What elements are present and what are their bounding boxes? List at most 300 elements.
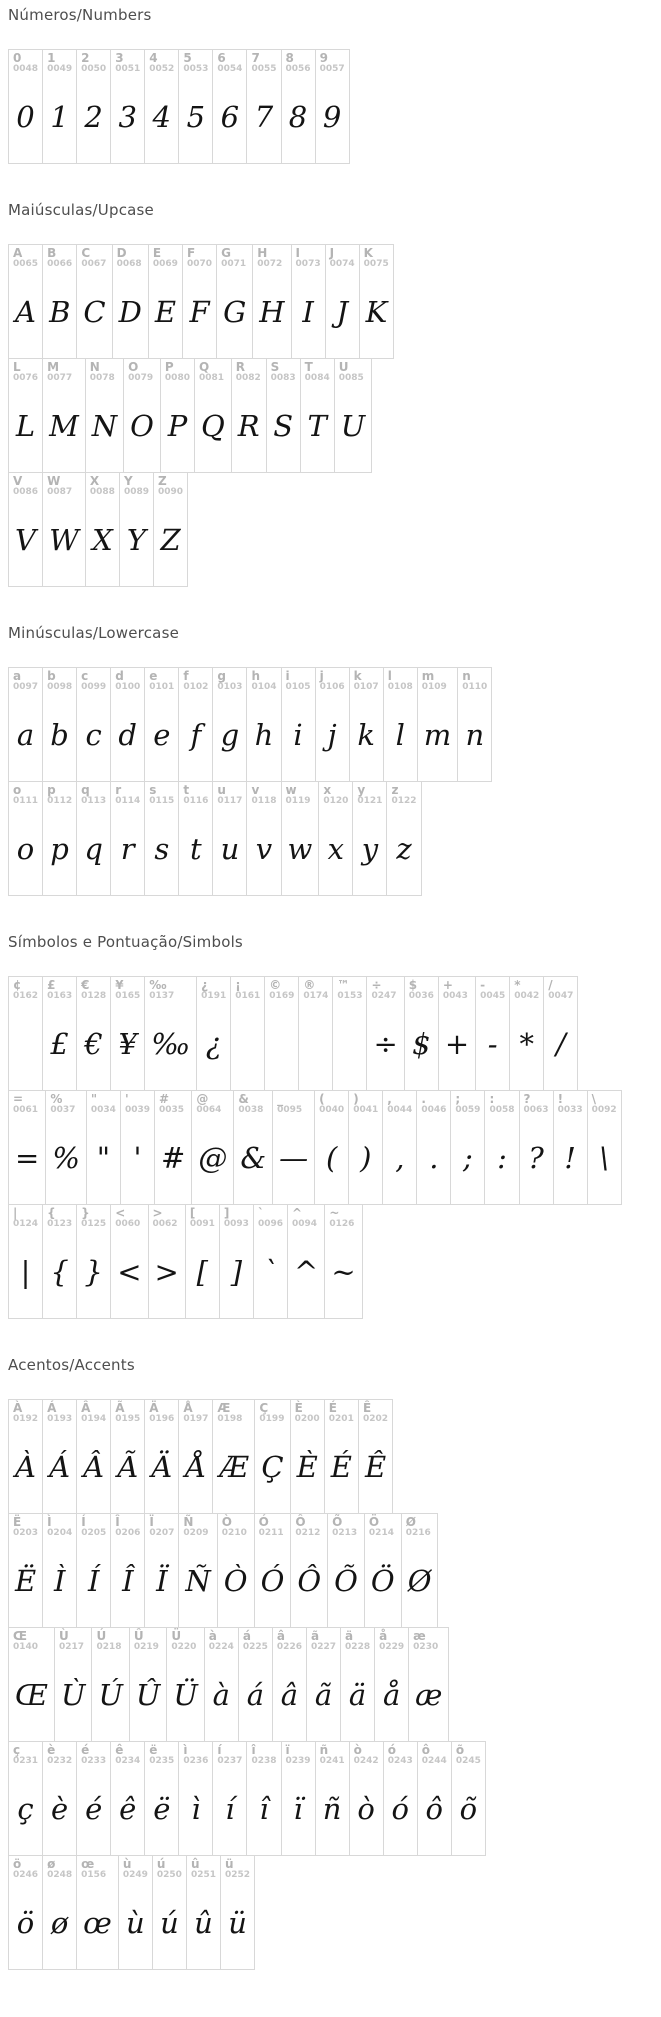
char-cell [281,49,316,164]
char-cell [76,1513,111,1628]
char-cell [166,1627,204,1742]
cell-code-label: 0128 [81,990,107,1001]
char-cell [306,1627,341,1742]
char-cell-header [183,1744,208,1766]
char-cell [42,1399,77,1514]
cell-character-label: < [115,1206,126,1220]
char-cell [519,1090,554,1205]
char-cell-header [311,1630,336,1652]
char-cell-header [277,1093,310,1115]
char-cell [386,781,421,896]
char-cell-header [489,1093,514,1115]
cell-glyph: Ã [117,1449,139,1484]
char-cell [324,1399,359,1514]
char-cell-header [157,1858,182,1880]
cell-glyph: Ï [156,1563,168,1598]
cell-code-label: 0217 [58,1641,85,1652]
cell-glyph: o [16,831,35,866]
cell-glyph: N [91,408,118,443]
cell-character-label: { [47,1206,56,1220]
cell-glyph: y [361,831,379,866]
cell-character-label: ó [387,1743,396,1757]
char-cell [457,667,492,782]
cell-character-label: Œ [13,1629,28,1643]
cell-glyph: ò [357,1791,375,1826]
cell-code-label: 0083 [270,372,296,383]
cell-code-label: 0076 [13,372,39,383]
cell-glyph: ú [160,1905,179,1940]
cell-character-label: N [89,360,100,374]
cell-glyph: % [52,1140,80,1175]
cell-code-label: 0125 [81,1218,107,1229]
cell-character-label: c [81,669,89,683]
cell-code-label: 0092 [591,1104,617,1115]
cell-character-label: 9 [319,51,328,65]
cell-character-label: ë [149,1743,158,1757]
cell-code-label: 0124 [13,1218,39,1229]
char-cell [178,1399,213,1514]
cell-character-label: 3 [115,51,124,65]
char-cell-header [149,1744,174,1766]
cell-glyph: à [212,1677,230,1712]
cell-character-label: + [442,978,453,992]
cell-character-label: ü [225,1857,234,1871]
char-cell [8,781,43,896]
cell-code-label: 0214 [368,1527,394,1538]
cell-glyph: Î [122,1563,134,1598]
char-cell-header [558,1093,583,1115]
char-cell [509,976,544,1091]
cell-glyph: Å [185,1449,207,1484]
cell-character-label: O [128,360,139,374]
cell-character-label: > [152,1206,163,1220]
char-cell-header [409,979,434,1001]
cell-code-label: 0238 [251,1755,277,1766]
cell-character-label: \ [591,1092,597,1106]
cell-code-label: 0085 [338,372,364,383]
cell-glyph: ü [228,1905,247,1940]
cell-code-label: 0229 [379,1641,405,1652]
cell-glyph: u [220,831,240,866]
cell-code-label: 0110 [462,681,488,692]
char-cell [123,358,161,473]
cell-glyph: v [255,831,273,866]
cell-character-label: À [13,1401,23,1415]
cell-glyph: Ñ [185,1563,211,1598]
cell-code-label: 0077 [47,372,73,383]
cell-code-label: 0107 [353,681,379,692]
char-cell [348,1090,383,1205]
char-cell-header [238,1093,268,1115]
cell-glyph: 6 [220,99,240,134]
cell-code-label: 0219 [133,1641,159,1652]
char-cell [254,1513,292,1628]
char-cell [178,49,213,164]
cell-glyph: Õ [334,1563,358,1598]
char-cell-header [149,1516,174,1538]
cell-code-label: 0218 [96,1641,122,1652]
cell-character-label: ® [303,978,316,992]
char-cell-header [259,1402,285,1424]
cell-character-label: Æ [217,1401,231,1415]
cell-character-label: ™ [337,978,350,992]
cell-code-label: 0112 [47,795,73,806]
char-cell-header [329,1402,354,1424]
char-cell [110,976,145,1091]
cell-code-label: 0055 [251,63,277,74]
cell-glyph: Œ [15,1677,48,1712]
char-cell-header [13,784,38,806]
cell-glyph: J [336,294,348,329]
char-cell [216,244,253,359]
cell-code-label: 0094 [292,1218,318,1229]
char-cell [416,1090,451,1205]
char-cell [219,1204,254,1319]
char-cell [110,1513,145,1628]
cell-glyph: ç [17,1791,34,1826]
cell-character-label: ; [455,1092,461,1106]
char-cell-header [13,247,38,269]
cell-character-label: å [379,1629,388,1643]
cell-glyph: p [50,831,69,866]
cell-character-label: Q [198,360,210,374]
char-cell [417,1741,452,1856]
char-cell [364,1513,402,1628]
cell-character-label: G [221,246,231,260]
cell-character-label: Ù [58,1629,69,1643]
cell-glyph: 3 [118,99,137,134]
cell-code-label: 0087 [47,486,73,497]
cell-glyph: B [49,294,71,329]
char-cell-header [90,475,115,497]
char-cell-header [47,784,72,806]
cell-glyph: A [15,294,36,329]
char-cell [76,1741,111,1856]
char-cell-header [134,1630,162,1652]
char-cell [484,1090,519,1205]
char-cell [553,1090,588,1205]
char-cell-header [422,670,454,692]
char-cell-header [125,1093,150,1115]
char-cell-header [329,1207,357,1229]
cell-character-label: Í [81,1515,86,1529]
char-cell [334,358,372,473]
cell-code-label: 0174 [303,990,329,1001]
cell-glyph: û [194,1905,213,1940]
char-cell [91,1627,129,1742]
cell-character-label: z [391,783,399,797]
cell-code-label: 0233 [81,1755,107,1766]
cell-glyph: | [20,1254,31,1289]
charmap-section-uppercase [8,201,653,586]
cell-character-label: ã [310,1629,320,1643]
cell-code-label: 0058 [489,1104,515,1115]
cell-character-label: ¢ [13,978,22,992]
cell-code-label: 0069 [152,258,178,269]
char-cell-header [332,1516,360,1538]
char-cell-header [183,52,208,74]
cell-code-label: 0242 [353,1755,379,1766]
cell-character-label: 2 [81,51,90,65]
cell-glyph: Ü [173,1677,198,1712]
cell-character-label: @ [196,1092,209,1106]
cell-glyph: w [287,831,313,866]
cell-character-label: : [489,1092,495,1106]
char-cell-header [81,1744,106,1766]
char-cell [42,244,77,359]
cell-glyph: 4 [152,99,171,134]
char-cell [178,1741,213,1856]
cell-code-label: 0072 [257,258,283,269]
cell-code-label: 0034 [90,1104,116,1115]
char-cell-header [59,1630,87,1652]
cell-character-label: _ [277,1092,284,1106]
cell-code-label: 0115 [149,795,175,806]
cell-code-label: 0163 [47,990,73,1001]
cell-code-label: 0204 [47,1527,73,1538]
char-cell [300,358,335,473]
cell-character-label: Ú [96,1629,107,1643]
cell-character-label: Z [158,474,167,488]
cell-glyph: Y [126,522,147,557]
cell-code-label: 0230 [413,1641,439,1652]
char-cell [112,244,149,359]
char-cell-header [123,1858,148,1880]
cell-code-label: 0220 [171,1641,197,1652]
cell-code-label: 0122 [391,795,417,806]
charmap-row [8,1090,653,1204]
cell-glyph: # [161,1140,186,1175]
cell-code-label: 0200 [294,1413,320,1424]
char-cell-header [81,1858,114,1880]
charmap-row [8,1399,653,1513]
char-cell [120,1090,155,1205]
char-cell-header [286,52,311,74]
cell-glyph: t [190,831,202,866]
char-cell-header [251,1744,276,1766]
cell-code-label: 0195 [115,1413,141,1424]
char-cell [8,49,43,164]
char-cell [417,667,459,782]
char-cell [212,1741,247,1856]
char-cell [266,358,301,473]
char-cell [281,781,320,896]
cell-code-label: 0059 [455,1104,481,1115]
char-cell [85,472,120,587]
char-cell-header [96,1630,124,1652]
section-title: Minúsculas/Lowercase [8,624,180,642]
cell-code-label: 0042 [514,990,540,1001]
char-cell-header [187,247,212,269]
cell-character-label: n [462,669,471,683]
char-cell [332,976,367,1091]
cell-glyph: ! [564,1140,576,1175]
cell-code-label: 0066 [47,258,73,269]
cell-character-label: t [183,783,190,797]
char-cell-header [251,670,276,692]
char-cell-header [13,1630,50,1652]
cell-character-label: E [152,246,162,260]
cell-code-label: 0231 [13,1755,39,1766]
charmap-row [8,781,653,895]
cell-code-label: 0111 [13,795,39,806]
char-cell [8,1513,43,1628]
char-cell [204,1627,239,1742]
char-cell-header [217,1744,242,1766]
cell-character-label: # [159,1092,170,1106]
cell-glyph: d [118,717,137,752]
char-cell-header [480,979,505,1001]
char-cell [231,358,267,473]
char-cell-header [387,1093,412,1115]
cell-code-label: 0202 [362,1413,389,1424]
cell-code-label: 0073 [295,258,321,269]
char-cell-header [124,475,149,497]
char-cell-header [413,1630,444,1652]
char-cell-header [369,1516,397,1538]
char-cell [144,781,179,896]
char-cell [152,1855,187,1970]
charmap-grid [8,49,653,163]
cell-code-label: 0156 [81,1869,107,1880]
char-cell-header [371,979,399,1001]
cell-code-label: 0080 [164,372,190,383]
cell-glyph: - [487,1026,498,1061]
cell-glyph: P [167,408,188,443]
cell-glyph: z [396,831,412,866]
cell-glyph: ; [463,1140,473,1175]
char-cell-header [221,247,248,269]
char-cell [401,1513,439,1628]
char-cell-header [115,1516,140,1538]
char-cell [191,1090,234,1205]
char-cell-header [13,1207,38,1229]
cell-code-label: 0252 [225,1869,251,1880]
cell-glyph: H [259,294,285,329]
char-cell-header [191,1858,216,1880]
cell-glyph: € [84,1026,103,1061]
charmap-row [8,1627,653,1741]
cell-glyph: í [225,1791,235,1826]
char-cell-header [354,670,379,692]
char-cell [76,1399,111,1514]
char-cell-header [455,1093,480,1115]
cell-glyph: À [15,1449,36,1484]
cell-glyph: Á [49,1449,71,1484]
cell-character-label: X [89,474,100,488]
cell-glyph: £ [50,1026,69,1061]
cell-character-label: à [208,1629,217,1643]
char-cell-header [236,361,262,383]
char-cell [86,1090,121,1205]
char-cell-header [47,1744,72,1766]
cell-code-label: 0225 [242,1641,268,1652]
char-cell [450,1090,485,1205]
cell-code-label: 0237 [217,1755,243,1766]
cell-glyph: Ä [151,1449,173,1484]
char-cell [42,49,77,164]
cell-character-label: f [183,669,189,683]
cell-character-label: Â [81,1401,91,1415]
char-cell [252,244,291,359]
char-cell [264,976,299,1091]
cell-character-label: ! [557,1092,564,1106]
cell-code-label: 0052 [149,63,175,74]
cell-glyph: 1 [50,99,69,134]
char-cell-header [115,1207,143,1229]
char-cell [144,976,197,1091]
cell-glyph: / [555,1026,566,1061]
cell-character-label: ¥ [115,978,124,992]
cell-code-label: 0113 [81,795,107,806]
char-cell-header [258,1207,283,1229]
char-cell [110,1204,148,1319]
cell-code-label: 0251 [190,1869,216,1880]
char-cell-header [81,1516,106,1538]
char-cell [212,667,247,782]
cell-code-label: 0056 [285,63,311,74]
cell-glyph: C [83,294,106,329]
char-cell [238,1627,273,1742]
char-cell-header [81,1402,106,1424]
cell-code-label: 0063 [523,1104,549,1115]
cell-character-label: Ö [368,1515,380,1529]
char-cell-header [13,1402,38,1424]
char-cell [42,976,77,1091]
cell-code-label: 0041 [353,1104,379,1115]
cell-glyph: { [50,1254,69,1289]
cell-glyph: ¥ [118,1026,137,1061]
char-cell-header [292,1207,320,1229]
cell-character-label: Ç [259,1401,269,1415]
char-cell-header [286,784,315,806]
char-cell-header [90,361,119,383]
cell-glyph: Ô [297,1563,322,1598]
char-cell-header [115,1744,140,1766]
cell-glyph: r [120,831,135,866]
cell-glyph: n [465,717,485,752]
cell-glyph: æ [415,1677,443,1712]
cell-character-label: , [387,1092,392,1106]
char-cell [178,781,213,896]
char-cell [366,976,404,1091]
cell-code-label: 0239 [285,1755,311,1766]
cell-glyph: Æ [219,1449,249,1484]
char-cell [451,1741,486,1856]
charmap-grid [8,976,653,1318]
cell-code-label: 0194 [81,1413,107,1424]
cell-code-label: 0047 [548,990,574,1001]
char-cell [178,1513,217,1628]
cell-character-label: s [149,783,157,797]
char-cell [42,1204,77,1319]
char-cell-header [159,1093,187,1115]
cell-code-label: 0114 [115,795,141,806]
charmap-row [8,1204,653,1318]
cell-code-label: 0235 [149,1755,175,1766]
cell-character-label: ' [124,1092,129,1106]
cell-code-label: 0108 [387,681,413,692]
cell-code-label: 0121 [357,795,383,806]
char-cell-header [81,1207,106,1229]
char-cell [118,1855,153,1970]
cell-glyph: ) [360,1140,372,1175]
cell-character-label: Y [123,474,133,488]
char-cell [272,1627,307,1742]
cell-character-label: d [115,669,124,683]
char-cell-header [339,361,367,383]
char-cell [42,358,86,473]
